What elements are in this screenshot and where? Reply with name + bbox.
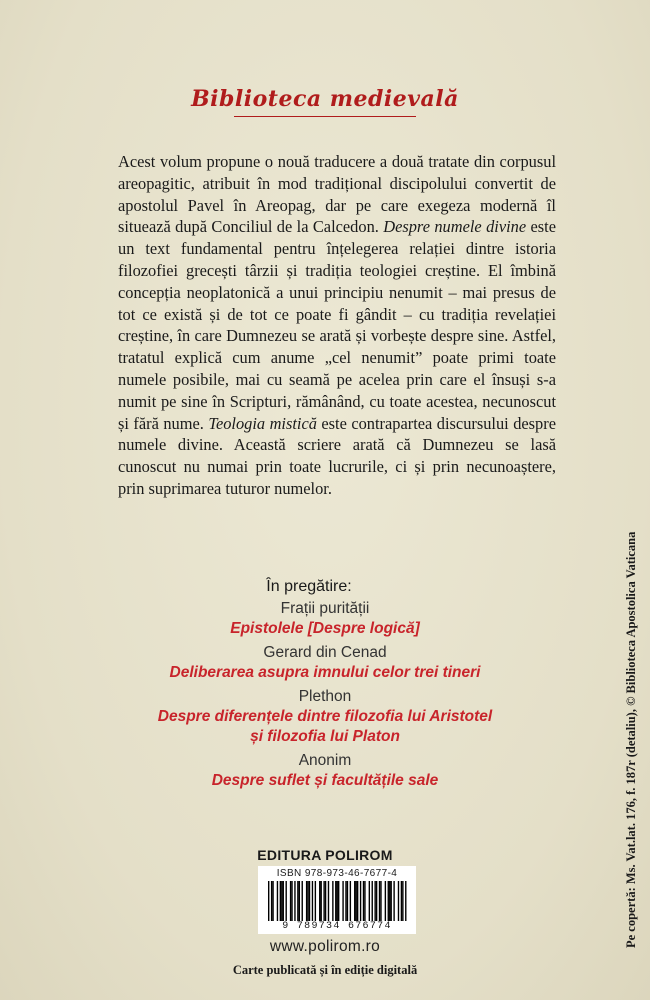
barcode-bar [312,881,313,921]
in-preparation-section [0,578,650,795]
barcode-bar [272,881,273,921]
barcode-bar [307,881,308,921]
barcode-bar [360,881,361,921]
barcode-bar [291,881,292,921]
barcode-bar [379,881,380,921]
barcode-bar [356,881,357,921]
series-title: Biblioteca medievală [191,86,459,112]
barcode-bar [315,881,316,921]
in-preparation-heading: În pregătire: [266,578,352,595]
barcode-bar [401,881,402,921]
description-text-2: este un text fundamental pentru înțelegerea relației dintre istoria filozofiei grecești târzii și tradiția teologiei creștine. El îmbină concepția neoplatonică a unui principiu nenumit – mai presus de tot ce există și de tot ce poate fi gândit – cu tradiția revelației creștine, în care Dumnezeu se arată și vorbește despre sine. Astfel, tratatul explică cum anume „cel nenumit” poate primi toate numele posibile, mai cu seamă pe acelea prin care el însuși s-a numit pe sine în Scripturi, rămânând, cu toate acestea, necunoscut și fără nume. [118,217,556,433]
barcode-bar [342,881,343,921]
cover-image-credit: Pe copertă: Ms. Vat.lat. 176, f. 187r (detaliu), © Biblioteca Apostolica Vaticana [624,531,638,948]
book-author: Plethon [298,688,352,705]
barcode-bar [319,881,320,921]
barcode-bar [388,881,389,921]
barcode-bar [357,881,358,921]
barcode-bar [302,881,303,921]
barcode-bar [405,881,406,921]
barcode-bar [380,881,381,921]
barcode-bar [283,881,284,921]
book-title-line: Epistolele [Despre logică] [230,620,420,637]
barcode-bar [391,881,392,921]
book-title [0,771,650,791]
barcode-bar [389,881,390,921]
digital-edition-note: Carte publicată și în ediție digitală [232,963,418,977]
description-paragraph [118,151,556,500]
barcode-bar [332,881,333,921]
publisher-name: EDITURA POLIROM [257,847,393,863]
barcode-bar [321,881,322,921]
upcoming-book [0,687,650,747]
publisher-website[interactable]: www.polirom.ro [269,938,381,955]
barcode-bar [369,881,370,921]
upcoming-book [0,751,650,791]
barcode-bar [393,881,394,921]
upcoming-book [0,643,650,683]
series-underline [234,116,416,117]
barcode-bar [372,881,373,921]
barcode-bar [376,881,377,921]
upcoming-book [0,599,650,639]
isbn-number: ISBN 978-973-46-7677-4 [276,868,398,879]
barcode-bar [306,881,307,921]
barcode-bar [271,881,272,921]
barcode-bar [338,881,339,921]
barcode-bar [345,881,346,921]
barcode-bar [294,881,295,921]
barcode-bar [299,881,300,921]
barcode [258,866,416,934]
book-title-line: Deliberarea asupra imnului celor trei tineri [169,664,481,681]
barcode-bar [286,881,287,921]
description-title-2: Teologia mistică [208,413,317,433]
book-author: Anonim [298,752,352,769]
book-author: Gerard din Cenad [263,644,387,661]
barcode-bar [385,881,386,921]
book-title-line: și filozofia lui Platon [250,728,400,745]
barcode-bar [309,881,310,921]
description-text-3: este contrapartea discursului despre numele divine. Această scriere arată că Dumnezeu se lasă cunoscut nu numai prin toate lucrurile, ci și prin necunoaștere, prin suprimarea tuturor numelor. [118,413,556,498]
book-title-line: Despre suflet și facultățile sale [211,772,439,789]
description-title-1: Despre numele divine [383,217,527,237]
book-description [118,151,556,500]
book-title-line: Despre diferențele dintre filozofia lui Aristotel [157,708,493,725]
book-title [0,619,650,639]
book-title [0,663,650,683]
barcode-bar [354,881,355,921]
barcode-bar [398,881,399,921]
barcode-bar [280,881,281,921]
barcode-bar [335,881,336,921]
barcode-bar [268,881,269,921]
barcode-bars [268,881,408,923]
barcode-bar [328,881,329,921]
description-text-1: Acest volum propune o nouă traducere a două tratate din corpusul areopagitic, atribuit în mod tradițional discipolului convertit de apostolul Pavel în Areopag, dar pe care exegeza modernă îl situează după Conciliul de la Calcedon. [118,152,556,237]
barcode-bar [281,881,282,921]
book-title [0,707,650,747]
barcode-bar [374,881,375,921]
barcode-bar [402,881,403,921]
barcode-bar [363,881,364,921]
barcode-bar [323,881,324,921]
barcode-bar [364,881,365,921]
book-author: Frații purității [280,600,370,617]
barcode-digits: 9 789734 676774 [282,921,392,932]
barcode-bar [347,881,348,921]
barcode-bar [297,881,298,921]
barcode-bar [277,881,278,921]
barcode-bar [350,881,351,921]
barcode-bar [337,881,338,921]
barcode-bar [325,881,326,921]
barcode-bar [290,881,291,921]
